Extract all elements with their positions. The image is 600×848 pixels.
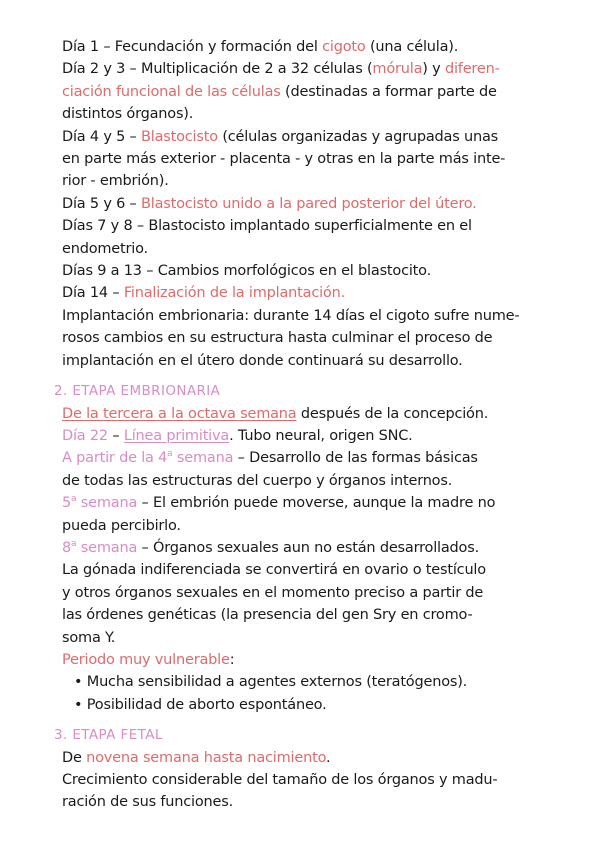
highlight-term: novena semana hasta nacimiento [86,749,326,766]
note-line: ciación funcional de las células (destinadas a formar parte de [62,83,497,100]
note-line: Día 14 – Finalización de la implantación. [62,285,345,302]
note-line: Día 5 y 6 – Blastocisto unido a la pared posterior del útero. [62,195,477,212]
note-line: Día 4 y 5 – Blastocisto (células organizadas y agrupadas unas [62,128,498,145]
note-line: 5$^a$ semana – El embrión puede moverse, aunque la madre no [62,494,496,512]
note-line: Día 22 – Línea primitiva. Tubo neural, origen SNC. [62,427,413,444]
note-line: en parte más exterior - placenta - y otras en la parte más inte- [62,151,506,168]
highlight-term: 8$^a$ semana [62,539,138,556]
section-embryonic-stage [54,380,574,716]
note-line: Días 9 a 13 – Cambios morfológicos en el blastocito. [62,263,431,280]
highlight-term: 5$^a$ semana [62,494,138,512]
highlight-term: diferen- [444,61,500,78]
note-line: Días 7 y 8 – Blastocisto implantado superficialmente en el [62,218,472,235]
note-line: Periodo muy vulnerable: [62,651,235,668]
highlight-term: Blastocisto unido a la pared posterior del útero. [141,195,477,212]
highlight-term: Línea primitiva [123,427,230,444]
note-line: De la tercera a la octava semana después de la concepción. [62,405,489,422]
bullet-item: • Posibilidad de aborto espontáneo. [74,696,327,713]
note-line: 8$^a$ semana – Órganos sexuales aun no están desarrollados. [62,539,479,556]
note-line: La gónada indiferenciada se convertirá en ovario o testículo [62,562,486,579]
highlight-term: mórula [372,61,423,78]
note-line: Crecimiento considerable del tamaño de los órganos y madu- [62,772,498,788]
section-heading: 3. ETAPA FETAL [54,727,163,744]
highlight-term: De la tercera a la octava semana [62,405,297,422]
note-line: pueda percibirlo. [62,517,181,534]
note-line: Implantación embrionaria: durante 14 días el cigoto sufre nume- [62,307,520,324]
highlight-term: Día 22 [62,427,108,444]
note-line: y otros órganos sexuales en el momento preciso a partir de [62,584,484,601]
highlight-term: Periodo muy vulnerable [62,651,230,668]
note-line: rior - embrión). [62,173,169,190]
note-line: De novena semana hasta nacimiento. [62,749,331,766]
note-line: implantación en el útero donde continuará su desarrollo. [62,352,463,369]
note-line: de todas las estructuras del cuerpo y órganos internos. [62,472,453,489]
note-line: distintos órganos). [62,106,194,123]
section-heading: 2. ETAPA EMBRIONARIA [54,383,221,400]
highlight-term: A partir de la 4$^a$ semana [62,449,234,467]
note-line: las órdenes genéticas (la presencia del gen Sry en cromo- [62,607,473,624]
highlight-term: ciación funcional de las células [62,83,281,100]
bullet-item: • Mucha sensibilidad a agentes externos (teratógenos). [74,674,468,691]
section-first-weeks [62,36,574,372]
note-line: Día 1 – Fecundación y formación del cigoto (una célula). [62,39,459,55]
note-line: A partir de la 4$^a$ semana – Desarrollo de las formas básicas [62,449,478,467]
highlight-term: cigoto [322,39,366,55]
highlight-term: Finalización de la implantación. [123,285,345,302]
note-line: Día 2 y 3 – Multiplicación de 2 a 32 células (mórula) y diferen- [62,61,500,78]
note-line: endometrio. [62,240,148,257]
note-line: soma Y. [62,629,116,646]
section-fetal-stage [54,724,574,814]
note-line: ración de sus funciones. [62,794,233,811]
note-line: rosos cambios en su estructura hasta culminar el proceso de [62,330,493,347]
highlight-term: Blastocisto [141,128,218,145]
